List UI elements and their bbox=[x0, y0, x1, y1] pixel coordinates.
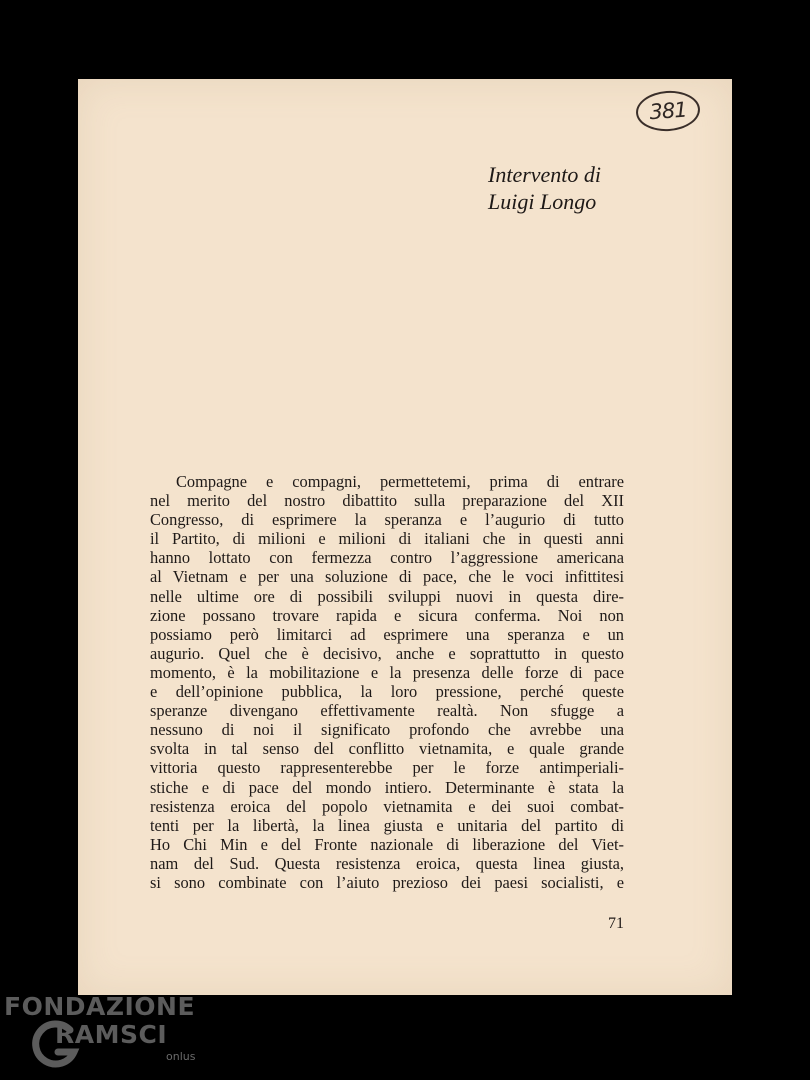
heading-line: Intervento di bbox=[488, 162, 602, 187]
body-line: e dell’opinione pubblica, la loro pressione, perché queste bbox=[150, 682, 624, 702]
body-line: al Vietnam e per una soluzione di pace, che le voci infittitesi bbox=[150, 567, 624, 587]
archive-number-stamp: 381 bbox=[635, 89, 702, 133]
body-line: augurio. Quel che è decisivo, anche e soprattutto in questo bbox=[150, 643, 624, 663]
article-heading bbox=[488, 161, 601, 215]
body-line: nel merito del nostro dibattito sulla preparazione del XII bbox=[150, 491, 624, 511]
body-line: nam del Sud. Questa resistenza eroica, questa linea giusta, bbox=[150, 853, 624, 873]
body-line: vittoria questo rappresenterebbe per le forze antimperiali- bbox=[150, 758, 624, 778]
body-line: zione possano trovare rapida e sicura conferma. Noi non bbox=[150, 605, 624, 625]
heading-line: Luigi Longo bbox=[488, 189, 597, 214]
body-line: nelle ultime ore di possibili sviluppi nuovi in questa dire- bbox=[150, 586, 624, 606]
page-number: 71 bbox=[608, 915, 624, 932]
fondazione-gramsci-logo bbox=[4, 992, 204, 1074]
body-line: nessuno di noi il significato profondo che avrebbe una bbox=[150, 720, 624, 740]
body-line: tenti per la libertà, la linea giusta e unitaria del partito di bbox=[150, 815, 624, 835]
logo-text-fondazione: FONDAZIONE bbox=[4, 992, 196, 1021]
body-line: hanno lottato con fermezza contro l’aggressione americana bbox=[150, 548, 624, 568]
logo-text-gramsci bbox=[34, 1020, 167, 1049]
body-line: resistenza eroica del popolo vietnamita e dei suoi combat- bbox=[150, 796, 624, 816]
document-page bbox=[78, 79, 732, 995]
body-line: il Partito, di milioni e milioni di italiani che in questi anni bbox=[150, 529, 624, 549]
body-text bbox=[150, 472, 624, 892]
body-line: Ho Chi Min e del Fronte nazionale di liberazione del Viet- bbox=[150, 834, 624, 854]
body-line: speranze divengano effettivamente realtà. Non sfugge a bbox=[150, 701, 624, 721]
body-line: momento, è la mobilitazione e la presenza delle forze di pace bbox=[150, 662, 624, 682]
body-line: si sono combinate con l’aiuto prezioso dei paesi socialisti, e bbox=[150, 872, 624, 892]
body-line: stiche e di pace del mondo intiero. Determinante è stata la bbox=[150, 777, 624, 797]
body-line: Compagne e compagni, permettetemi, prima di entrare bbox=[176, 472, 624, 491]
body-line: possiamo però limitarci ad esprimere una speranza e un bbox=[150, 624, 624, 644]
body-line: Congresso, di esprimere la speranza e l’augurio di tutto bbox=[150, 510, 624, 530]
logo-text-onlus: onlus bbox=[166, 1050, 196, 1063]
logo-text-ramsci: RAMSCI bbox=[55, 1020, 168, 1049]
body-line: svolta in tal senso del conflitto vietnamita, e quale grande bbox=[150, 739, 624, 759]
